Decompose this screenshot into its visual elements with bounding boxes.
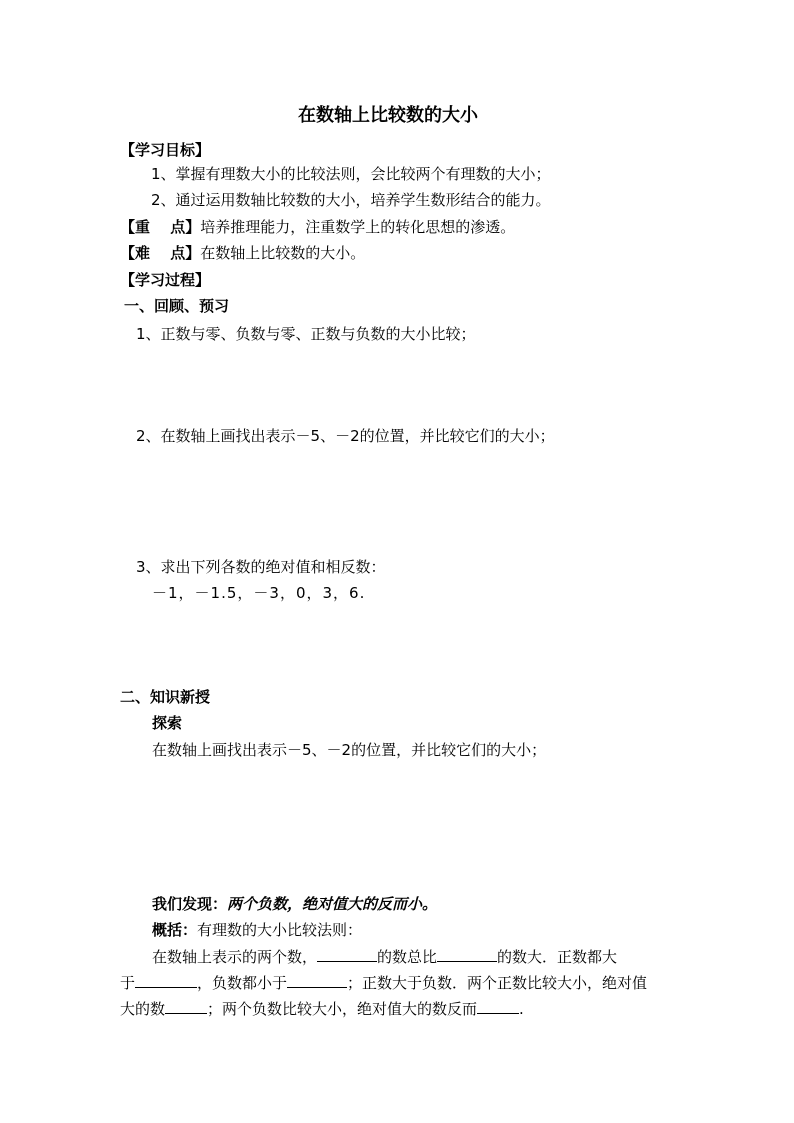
finding-label: 我们发现： [152,895,228,913]
answer-blank[interactable] [437,946,497,962]
section2-heading: 二、知识新授 [120,688,211,706]
answer-blank[interactable] [165,998,207,1014]
rule-text: ；正数大于负数．两个正数比较大小，绝对值 [347,974,648,992]
key-point-text: 培养推理能力，注重数学上的转化思想的渗透。 [200,218,516,236]
explore-label: 探索 [152,714,183,732]
answer-blank[interactable] [135,972,197,988]
rule-line-1 [152,946,617,967]
difficult-point-text: 在数轴上比较数的大小。 [200,244,366,262]
process-heading: 【学习过程】 [120,271,211,289]
difficult-point-label: 【难 点】 [120,244,201,262]
rule-text: . [519,1000,524,1018]
question-1: 1、正数与零、负数与零、正数与负数的大小比较； [136,325,476,343]
rule-line-3 [120,998,524,1019]
answer-blank[interactable] [317,946,377,962]
rule-text: 的数大．正数都大 [497,948,618,966]
question-3: 3、求出下列各数的绝对值和相反数： [136,558,386,576]
finding [152,894,437,914]
rule-text: 的数总比 [377,948,438,966]
question-2: 2、在数轴上画找出表示－5、－2的位置，并比较它们的大小； [136,427,555,445]
summary [152,920,362,940]
page-title: 在数轴上比较数的大小 [298,105,478,126]
question-3-numbers: －1，－1.5，－3，0，3，6. [152,584,366,602]
rule-text: 大的数 [120,1000,166,1018]
rule-line-2 [120,972,647,993]
objective-item: 1、掌握有理数大小的比较法则，会比较两个有理数的大小； [151,165,551,183]
difficult-point [120,243,365,263]
key-point [120,217,515,237]
answer-blank[interactable] [287,972,347,988]
finding-text: 两个负数，绝对值大的反而小。 [227,895,438,913]
explore-text: 在数轴上画找出表示－5、－2的位置，并比较它们的大小； [152,741,547,759]
rule-text: 于 [120,974,136,992]
summary-text: 有理数的大小比较法则： [197,921,363,939]
summary-label: 概括： [152,921,198,939]
answer-blank[interactable] [477,998,519,1014]
objectives-heading: 【学习目标】 [120,141,211,159]
key-point-label: 【重 点】 [120,218,201,236]
rule-text: ，负数都小于 [197,974,288,992]
objective-item: 2、通过运用数轴比较数的大小，培养学生数形结合的能力。 [151,191,551,209]
rule-text: ；两个负数比较大小，绝对值大的数反而 [207,1000,478,1018]
rule-text: 在数轴上表示的两个数， [152,948,318,966]
section1-heading: 一、回顾、预习 [124,297,230,315]
